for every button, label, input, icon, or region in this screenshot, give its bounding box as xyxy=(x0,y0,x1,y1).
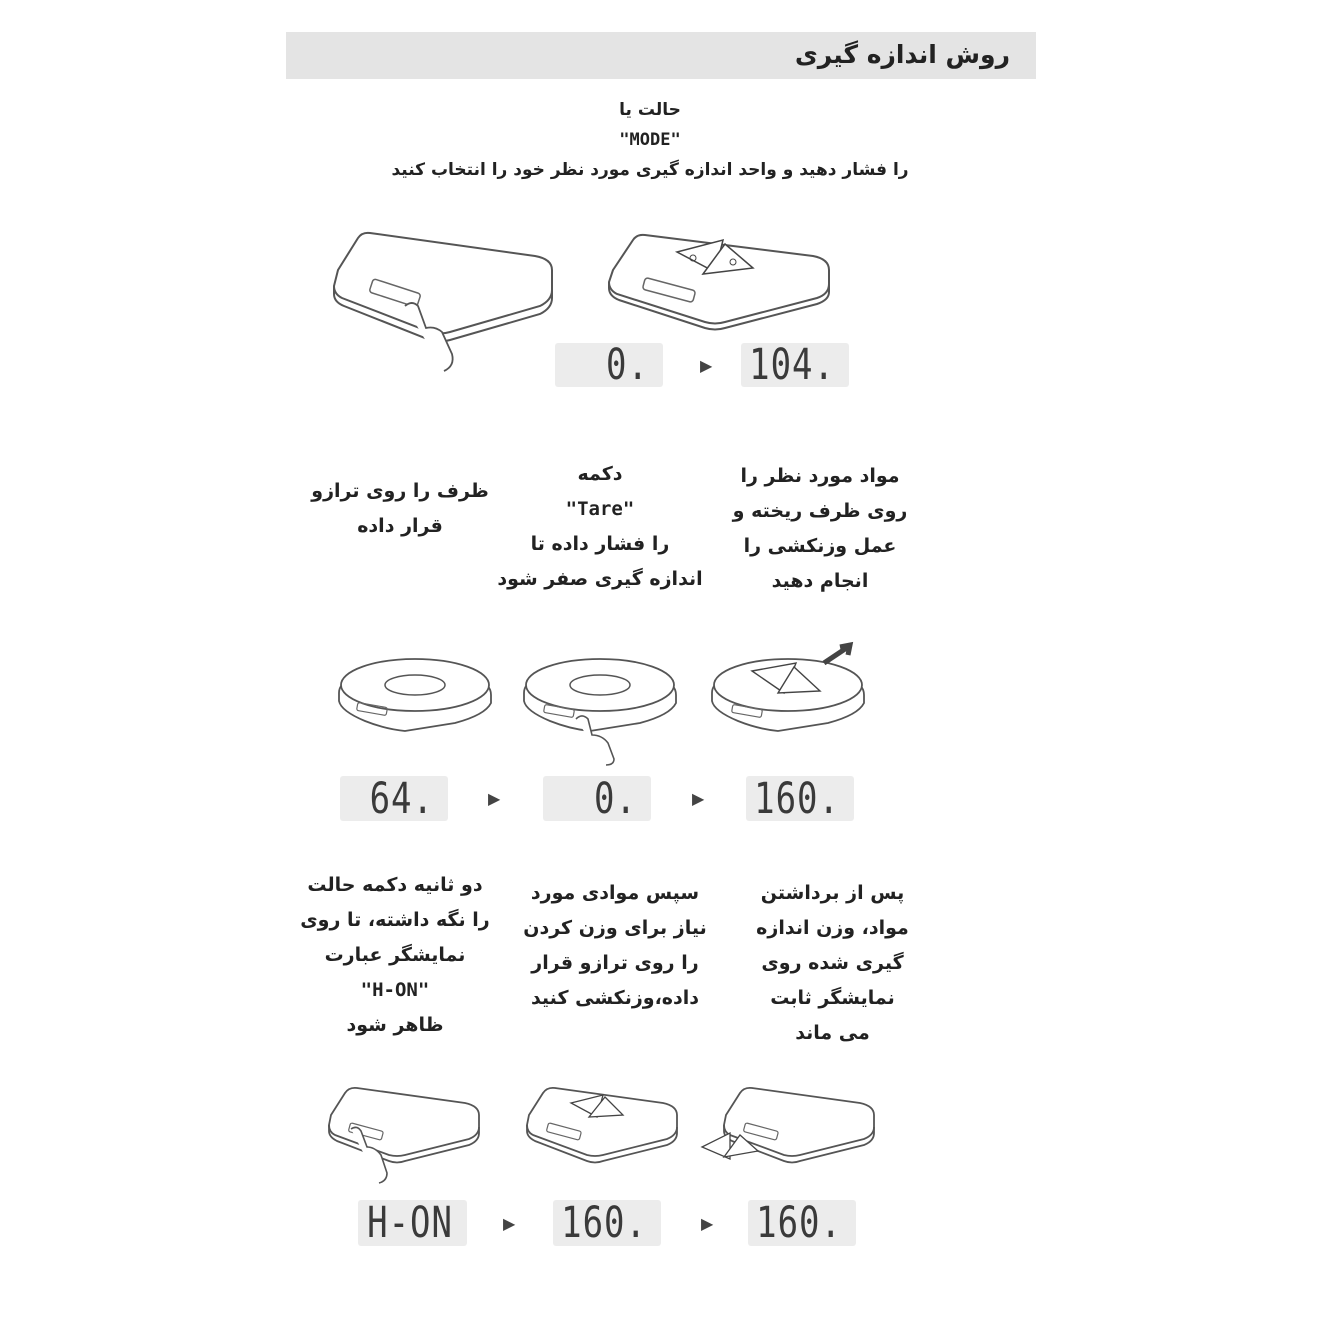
intro-line-3: را فشار دهید و واحد اندازه گیری مورد نظر خود را انتخاب کنید xyxy=(391,160,909,180)
lcd-display: H-ON xyxy=(358,1200,467,1246)
play-arrow-icon: ▶ xyxy=(700,356,713,375)
step-text-weigh-food: سپس موادی مورد نیاز برای وزن کردن را روی ترازو قرار داده،وزنکشی کنید xyxy=(523,882,707,1009)
lcd-display: 104. xyxy=(741,343,849,387)
step-text-hold-mode: دو ثانیه دکمه حالت را نگه داشته، تا روی نمایشگر عبارت "H-ON" ظاهر شود xyxy=(300,874,490,1036)
scale-press-mode-illustration xyxy=(330,228,560,373)
scale-with-bowl-illustration xyxy=(335,655,495,735)
lcd-display: 64. xyxy=(340,776,448,821)
step-text-place-bowl: ظرف را روی ترازو قرار داده xyxy=(311,480,489,537)
lcd-display: 160. xyxy=(748,1200,856,1246)
play-arrow-icon: ▶ xyxy=(503,1214,516,1233)
play-arrow-icon: ▶ xyxy=(701,1214,714,1233)
intro-line-1: حالت یا xyxy=(619,100,681,120)
intro-line-2: "MODE" xyxy=(619,130,681,150)
step-text-add-food: مواد مورد نظر را روی ظرف ریخته و عمل وزنکشی را انجام دهید xyxy=(732,465,908,592)
play-arrow-icon: ▶ xyxy=(692,789,705,808)
scale-press-tare-illustration xyxy=(520,655,690,765)
scale-weigh-food-illustration xyxy=(523,1085,683,1165)
page-title: روش اندازه گیری xyxy=(794,40,1010,69)
play-arrow-icon: ▶ xyxy=(488,789,501,808)
lcd-display: 0. xyxy=(543,776,651,821)
lcd-display: 160. xyxy=(746,776,854,821)
step-text-weight-held: پس از برداشتن مواد، وزن اندازه گیری شده روی نمایشگر ثابت می ماند xyxy=(756,882,909,1044)
lcd-display: 160. xyxy=(553,1200,661,1246)
scale-hold-mode-illustration xyxy=(325,1085,485,1185)
lcd-display: 0. xyxy=(555,343,663,387)
header-bar xyxy=(286,32,1036,79)
step-text-press-tare: دکمه "Tare" را فشار داده تا اندازه گیری صفر شود xyxy=(497,463,703,590)
scale-food-removed-illustration xyxy=(700,1085,880,1175)
scale-with-food-illustration xyxy=(605,232,835,332)
scale-bowl-with-food-illustration xyxy=(708,643,878,733)
